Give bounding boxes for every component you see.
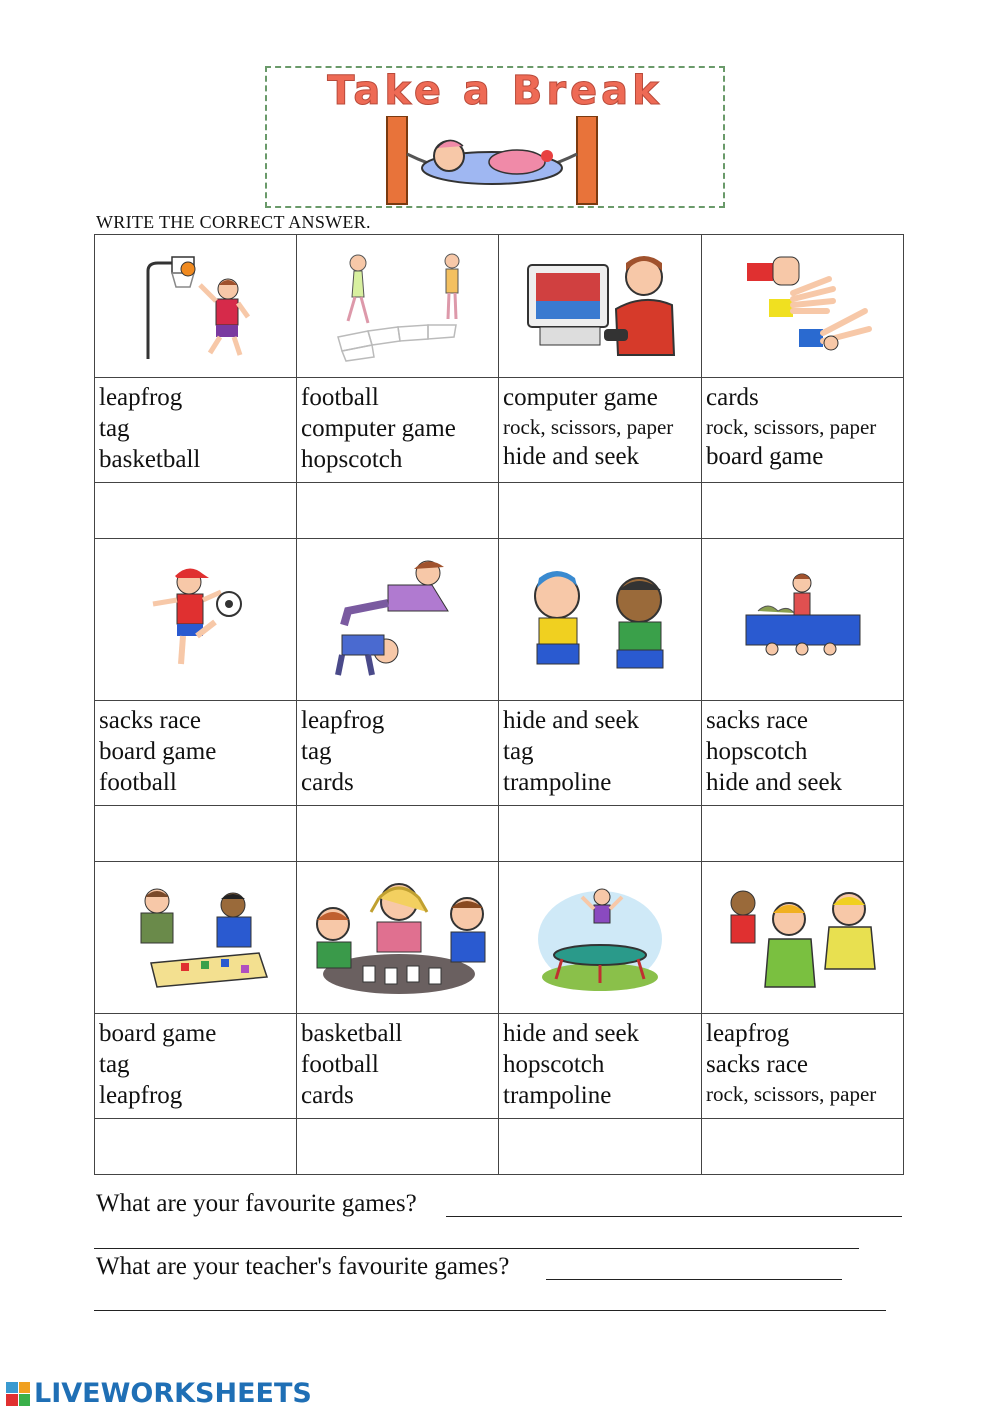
answer-box[interactable] [297,806,499,862]
answer-box[interactable] [499,1119,702,1175]
option-text: basketball [99,446,201,473]
option-text: board game [706,443,824,470]
basketball-icon [136,249,256,364]
option-text: computer game [301,415,456,442]
answer-grid [94,234,904,1175]
logo-grid-icon [6,1382,30,1406]
option-text: trampoline [503,769,612,796]
answer-box[interactable] [702,1119,904,1175]
option-text: cards [706,384,759,411]
option-text: leapfrog [706,1020,790,1047]
trampoline-icon [530,883,670,993]
answer-box[interactable] [499,483,702,539]
question-teacher-favourite-games: What are your teacher's favourite games? [96,1253,510,1280]
options-cell [702,378,904,483]
options-row [95,701,904,806]
option-text: computer game [503,384,658,411]
answer-box[interactable] [297,483,499,539]
answer-line-q1-continued[interactable] [94,1248,859,1249]
picture-cell [95,235,297,378]
option-text: trampoline [503,1082,612,1109]
option-text: leapfrog [99,384,183,411]
picture-row [95,539,904,701]
answer-line-q2[interactable] [546,1279,842,1280]
option-text: board game [99,738,217,765]
answer-box[interactable] [702,483,904,539]
instruction-text: WRITE THE CORRECT ANSWER. [96,212,371,232]
option-text: cards [301,1082,354,1109]
option-text: hide and seek [503,1020,640,1047]
options-cell [297,378,499,483]
picture-cell [95,539,297,701]
option-text: leapfrog [301,707,385,734]
picture-cell [297,862,499,1014]
options-cell [499,1014,702,1119]
option-text: hopscotch [503,1051,605,1078]
cards-icon [303,878,493,998]
options-cell [499,701,702,806]
picture-cell [702,539,904,701]
option-text: rock, scissors, paper [706,415,877,439]
board-game-icon [121,883,271,993]
options-row [95,1014,904,1119]
options-cell [95,701,297,806]
answer-box[interactable] [499,806,702,862]
liveworksheets-logo [6,1378,312,1409]
rock-scissors-paper-icon [733,249,873,364]
hide-and-seek-icon [738,565,868,675]
options-row [95,378,904,483]
option-text: rock, scissors, paper [503,415,674,439]
answer-line-q2-continued[interactable] [94,1310,886,1311]
picture-cell [499,539,702,701]
option-text: hide and seek [706,769,843,796]
option-text: hide and seek [503,707,640,734]
option-text: football [301,1051,379,1078]
banner-title: Take a Break [327,68,663,114]
option-text: leapfrog [99,1082,183,1109]
answer-row [95,806,904,862]
option-text: hopscotch [301,446,403,473]
picture-cell [702,235,904,378]
answer-line-q1[interactable] [446,1216,902,1217]
options-cell [499,378,702,483]
option-text: sacks race [706,1051,809,1078]
football-icon [141,560,251,680]
option-text: tag [301,738,332,765]
option-text: tag [99,415,130,442]
picture-row [95,235,904,378]
option-text: basketball [301,1020,403,1047]
question-favourite-games: What are your favourite games? [96,1190,417,1217]
sacks-race-icon [723,883,883,993]
picture-cell [95,862,297,1014]
options-cell [702,1014,904,1119]
footer-brand: LIVEWORKSHEETS [34,1378,312,1409]
picture-row [95,862,904,1014]
answer-box[interactable] [297,1119,499,1175]
options-cell [297,1014,499,1119]
option-text: hide and seek [503,443,640,470]
options-cell [297,701,499,806]
option-text: sacks race [706,707,809,734]
option-text: tag [99,1051,130,1078]
title-banner [265,66,725,208]
picture-cell [499,235,702,378]
options-cell [95,378,297,483]
hopscotch-icon [328,249,468,364]
option-text: football [99,769,177,796]
hammock-child-icon [377,116,617,206]
picture-cell [702,862,904,1014]
answer-row [95,483,904,539]
option-text: board game [99,1020,217,1047]
picture-cell [297,235,499,378]
option-text: rock, scissors, paper [706,1082,877,1106]
picture-cell [297,539,499,701]
leapfrog-icon [328,555,468,685]
option-text: football [301,384,379,411]
answer-box[interactable] [95,806,297,862]
answer-box[interactable] [95,1119,297,1175]
options-cell [702,701,904,806]
option-text: hopscotch [706,738,808,765]
option-text: cards [301,769,354,796]
computer-game-icon [520,249,680,364]
answer-box[interactable] [95,483,297,539]
answer-row [95,1119,904,1175]
option-text: sacks race [99,707,202,734]
answer-box[interactable] [702,806,904,862]
option-text: tag [503,738,534,765]
tag-icon [515,560,685,680]
picture-cell [499,862,702,1014]
options-cell [95,1014,297,1119]
